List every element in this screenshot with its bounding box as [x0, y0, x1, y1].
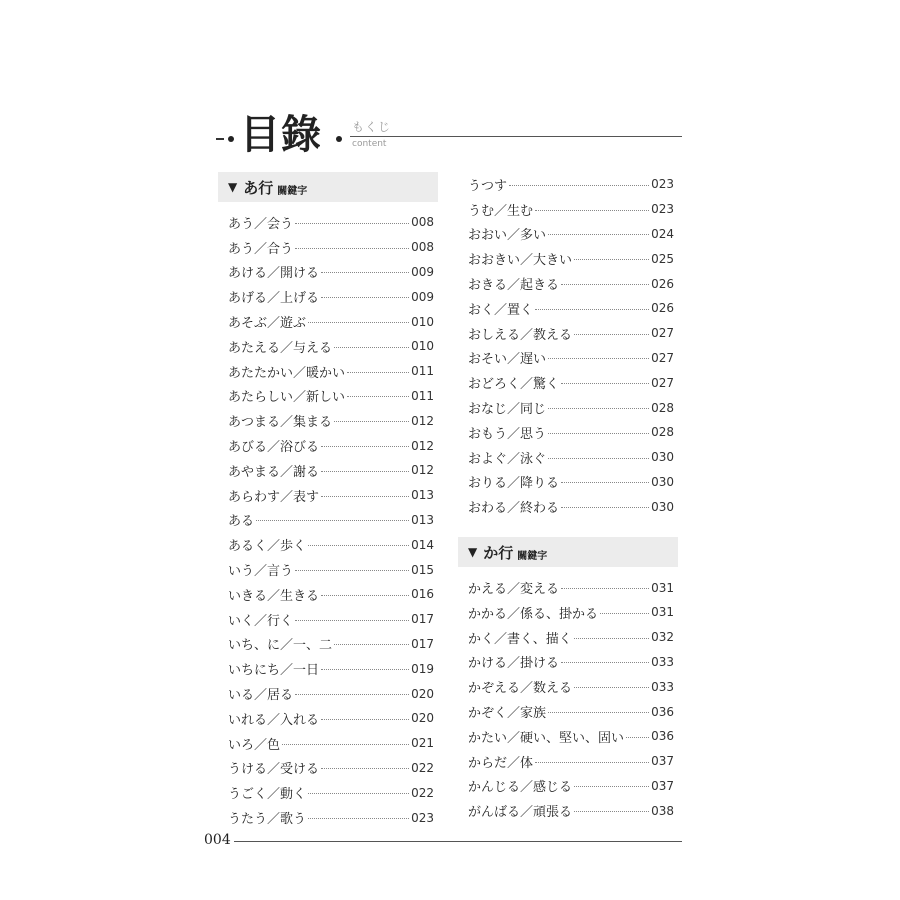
- toc-entry[interactable]: [458, 246, 678, 271]
- title-right-dot: [336, 136, 342, 142]
- toc-entry[interactable]: [218, 483, 438, 508]
- section-sub: 關鍵字: [517, 550, 548, 562]
- entry-page: 036: [651, 704, 674, 719]
- entry-word: かぞく／家族: [468, 706, 547, 722]
- toc-entry[interactable]: [458, 197, 678, 222]
- entry-word: うむ／生む: [468, 203, 534, 219]
- entry-word: かける／掛ける: [468, 656, 560, 672]
- entry-page: 013: [411, 512, 434, 527]
- entry-word: いく／行く: [228, 613, 294, 629]
- dotted-leader: [321, 297, 409, 298]
- entry-word: かかる／係る、掛かる: [468, 606, 599, 622]
- dotted-leader: [334, 644, 409, 645]
- dotted-leader: [574, 259, 649, 260]
- entry-page: 036: [651, 729, 674, 744]
- left-column: [218, 172, 438, 830]
- toc-entry[interactable]: [218, 309, 438, 334]
- entry-page: 031: [651, 580, 674, 595]
- dotted-leader: [561, 662, 649, 663]
- entry-page: 013: [411, 488, 434, 503]
- dotted-leader: [295, 620, 409, 621]
- toc-entry[interactable]: [218, 780, 438, 805]
- entry-page: 009: [411, 289, 434, 304]
- entry-word: あらわす／表す: [228, 489, 320, 505]
- entry-page: 012: [411, 438, 434, 453]
- entry-word: あたたかい／暖かい: [228, 365, 346, 381]
- dotted-leader: [574, 638, 649, 639]
- entry-page: 025: [651, 251, 674, 266]
- entry-page: 012: [411, 463, 434, 478]
- toc-entry[interactable]: [218, 681, 438, 706]
- entry-word: おおい／多い: [468, 228, 547, 244]
- entry-word: おなじ／同じ: [468, 402, 547, 418]
- section-header-ka-row: [458, 537, 678, 567]
- right-column: [458, 172, 678, 823]
- entry-page: 023: [411, 810, 434, 825]
- entry-page: 023: [651, 177, 674, 192]
- dotted-leader: [321, 272, 409, 273]
- entry-word: おそい／遅い: [468, 352, 547, 368]
- toc-entry[interactable]: [458, 470, 678, 495]
- entry-word: あびる／浴びる: [228, 440, 320, 456]
- title-english: content: [352, 139, 387, 149]
- toc-entry[interactable]: [458, 494, 678, 519]
- section-sub: 關鍵字: [277, 185, 308, 197]
- entry-word: おしえる／教える: [468, 327, 573, 343]
- dotted-leader: [561, 284, 649, 285]
- dotted-leader: [347, 396, 409, 397]
- entry-word: おりる／降りる: [468, 476, 560, 492]
- entry-word: あそぶ／遊ぶ: [228, 316, 307, 332]
- entry-word: いろ／色: [228, 737, 281, 753]
- entry-word: あたらしい／新しい: [228, 390, 346, 406]
- toc-entry[interactable]: [218, 359, 438, 384]
- entry-page: 012: [411, 413, 434, 428]
- page-number: 004: [204, 832, 231, 848]
- entry-page: 023: [651, 202, 674, 217]
- entry-word: あう／合う: [228, 241, 294, 257]
- entry-page: 026: [651, 301, 674, 316]
- toc-entry[interactable]: [218, 582, 438, 607]
- toc-entry[interactable]: [458, 222, 678, 247]
- entry-page: 020: [411, 686, 434, 701]
- entry-word: あげる／上げる: [228, 291, 320, 307]
- dotted-leader: [548, 458, 649, 459]
- entry-word: あう／会う: [228, 216, 294, 232]
- dotted-leader: [574, 687, 649, 688]
- toc-entry[interactable]: [458, 271, 678, 296]
- entry-page: 010: [411, 339, 434, 354]
- dotted-leader: [548, 433, 649, 434]
- triangle-down-icon: ▼: [228, 180, 238, 194]
- toc-list-left: [218, 210, 438, 830]
- triangle-down-icon: ▼: [468, 545, 478, 560]
- dotted-leader: [321, 471, 409, 472]
- toc-entry[interactable]: [218, 805, 438, 830]
- toc-entry[interactable]: [218, 706, 438, 731]
- toc-entry[interactable]: [458, 625, 678, 650]
- section-kana: か行: [483, 543, 514, 562]
- dotted-leader: [600, 613, 649, 614]
- entry-word: あたえる／与える: [228, 340, 333, 356]
- dotted-leader: [321, 446, 409, 447]
- toc-entry[interactable]: [218, 235, 438, 260]
- entry-page: 015: [411, 562, 434, 577]
- entry-page: 014: [411, 537, 434, 552]
- entry-page: 016: [411, 587, 434, 602]
- entry-page: 008: [411, 240, 434, 255]
- entry-word: あける／開ける: [228, 266, 320, 282]
- entry-word: おどろく／驚く: [468, 377, 560, 393]
- toc-entry[interactable]: [458, 650, 678, 675]
- entry-page: 028: [651, 400, 674, 415]
- toc-entry[interactable]: [218, 607, 438, 632]
- entry-page: 022: [411, 785, 434, 800]
- toc-entry[interactable]: [218, 408, 438, 433]
- entry-page: 033: [651, 679, 674, 694]
- toc-entry[interactable]: [218, 334, 438, 359]
- toc-entry[interactable]: [218, 756, 438, 781]
- entry-word: いちにち／一日: [228, 663, 320, 679]
- dotted-leader: [574, 334, 649, 335]
- dotted-leader: [548, 712, 649, 713]
- entry-word: おく／置く: [468, 302, 534, 318]
- toc-entry[interactable]: [458, 346, 678, 371]
- entry-word: うたう／歌う: [228, 812, 307, 828]
- entry-word: がんばる／頑張る: [468, 805, 573, 821]
- entry-word: おきる／起きる: [468, 278, 560, 294]
- toc-list-right-ka: [458, 575, 678, 823]
- entry-page: 017: [411, 636, 434, 651]
- dotted-leader: [509, 185, 649, 186]
- dotted-leader: [308, 545, 409, 546]
- entry-page: 024: [651, 226, 674, 241]
- entry-page: 032: [651, 630, 674, 645]
- dotted-leader: [321, 719, 409, 720]
- dotted-leader: [347, 372, 409, 373]
- toc-entry[interactable]: [218, 532, 438, 557]
- dotted-leader: [334, 347, 409, 348]
- dotted-leader: [282, 744, 409, 745]
- entry-page: 037: [651, 754, 674, 769]
- toc-list-right-a: [458, 172, 678, 519]
- entry-page: 028: [651, 425, 674, 440]
- dotted-leader: [535, 210, 649, 211]
- toc-entry[interactable]: [458, 296, 678, 321]
- dotted-leader: [535, 309, 649, 310]
- entry-word: おわる／終わる: [468, 501, 560, 517]
- toc-entry[interactable]: [458, 798, 678, 823]
- entry-word: およぐ／泳ぐ: [468, 451, 547, 467]
- entry-word: あやまる／謝る: [228, 464, 320, 480]
- entry-word: いれる／入れる: [228, 712, 320, 728]
- entry-page: 021: [411, 736, 434, 751]
- dotted-leader: [295, 570, 409, 571]
- entry-page: 031: [651, 605, 674, 620]
- entry-word: かたい／硬い、堅い、固い: [468, 730, 625, 746]
- dotted-leader: [321, 768, 409, 769]
- dotted-leader: [321, 595, 409, 596]
- dotted-leader: [321, 496, 409, 497]
- dotted-leader: [548, 358, 649, 359]
- entry-word: うごく／動く: [228, 787, 307, 803]
- dotted-leader: [308, 818, 409, 819]
- toc-entry[interactable]: [218, 632, 438, 657]
- title-rule: [350, 136, 682, 137]
- entry-page: 019: [411, 661, 434, 676]
- entry-word: いち、に／一、二: [228, 638, 333, 654]
- toc-entry[interactable]: [218, 458, 438, 483]
- toc-entry[interactable]: [458, 774, 678, 799]
- dotted-leader: [561, 588, 649, 589]
- entry-word: かえる／変える: [468, 582, 560, 598]
- dotted-leader: [574, 811, 649, 812]
- entry-page: 027: [651, 350, 674, 365]
- dotted-leader: [256, 520, 409, 521]
- entry-page: 038: [651, 803, 674, 818]
- entry-word: ある: [228, 514, 255, 530]
- dotted-leader: [548, 234, 649, 235]
- dotted-leader: [561, 383, 649, 384]
- entry-word: おおきい／大きい: [468, 253, 573, 269]
- dotted-leader: [321, 669, 409, 670]
- dotted-leader: [548, 408, 649, 409]
- toc-entry[interactable]: [458, 172, 678, 197]
- dotted-leader: [308, 322, 409, 323]
- toc-entry[interactable]: [218, 557, 438, 582]
- toc-entry[interactable]: [458, 575, 678, 600]
- toc-entry[interactable]: [218, 260, 438, 285]
- dotted-leader: [561, 482, 649, 483]
- toc-entry[interactable]: [218, 731, 438, 756]
- dotted-leader: [535, 762, 649, 763]
- entry-word: かぞえる／数える: [468, 681, 573, 697]
- dotted-leader: [295, 248, 409, 249]
- dotted-leader: [561, 507, 649, 508]
- toc-entry[interactable]: [458, 321, 678, 346]
- entry-word: いきる／生きる: [228, 588, 320, 604]
- entry-page: 037: [651, 778, 674, 793]
- toc-entry[interactable]: [218, 508, 438, 533]
- toc-entry[interactable]: [458, 600, 678, 625]
- entry-page: 011: [411, 364, 434, 379]
- title-kana: もくじ: [352, 120, 392, 134]
- entry-page: 026: [651, 276, 674, 291]
- toc-header: [216, 112, 682, 158]
- toc-entry[interactable]: [458, 370, 678, 395]
- entry-word: うける／受ける: [228, 762, 320, 778]
- entry-word: いる／居る: [228, 688, 294, 704]
- footer-rule: [234, 841, 682, 842]
- dotted-leader: [626, 737, 649, 738]
- dotted-leader: [295, 223, 409, 224]
- entry-page: 020: [411, 711, 434, 726]
- page-title: 目錄: [240, 112, 322, 158]
- toc-entry[interactable]: [458, 724, 678, 749]
- section-kana: あ行: [243, 178, 274, 197]
- toc-entry[interactable]: [218, 210, 438, 235]
- entry-page: 022: [411, 760, 434, 775]
- title-left-dot: [228, 136, 234, 142]
- toc-entry[interactable]: [218, 284, 438, 309]
- dotted-leader: [308, 793, 409, 794]
- entry-word: かんじる／感じる: [468, 780, 573, 796]
- entry-page: 017: [411, 612, 434, 627]
- entry-page: 030: [651, 499, 674, 514]
- toc-entry[interactable]: [218, 433, 438, 458]
- entry-word: かく／書く、描く: [468, 631, 572, 647]
- entry-page: 027: [651, 326, 674, 341]
- entry-page: 010: [411, 314, 434, 329]
- dotted-leader: [574, 786, 649, 787]
- toc-entry[interactable]: [458, 445, 678, 470]
- dotted-leader: [334, 421, 409, 422]
- dotted-leader: [295, 694, 409, 695]
- toc-entry[interactable]: [458, 749, 678, 774]
- entry-page: 011: [411, 388, 434, 403]
- entry-word: うつす: [468, 178, 508, 194]
- entry-word: あつまる／集まる: [228, 415, 333, 431]
- entry-word: おもう／思う: [468, 426, 547, 442]
- title-left-dash: [216, 138, 224, 140]
- entry-word: いう／言う: [228, 564, 294, 580]
- entry-page: 009: [411, 264, 434, 279]
- toc-entry[interactable]: [458, 674, 678, 699]
- toc-entry[interactable]: [218, 656, 438, 681]
- entry-page: 030: [651, 474, 674, 489]
- entry-page: 027: [651, 375, 674, 390]
- toc-entry[interactable]: [458, 699, 678, 724]
- toc-entry[interactable]: [458, 395, 678, 420]
- toc-entry[interactable]: [218, 384, 438, 409]
- entry-page: 008: [411, 215, 434, 230]
- entry-page: 030: [651, 450, 674, 465]
- entry-page: 033: [651, 654, 674, 669]
- entry-word: あるく／歩く: [228, 539, 307, 555]
- entry-word: からだ／体: [468, 755, 534, 771]
- toc-entry[interactable]: [458, 420, 678, 445]
- section-header-a-row: [218, 172, 438, 202]
